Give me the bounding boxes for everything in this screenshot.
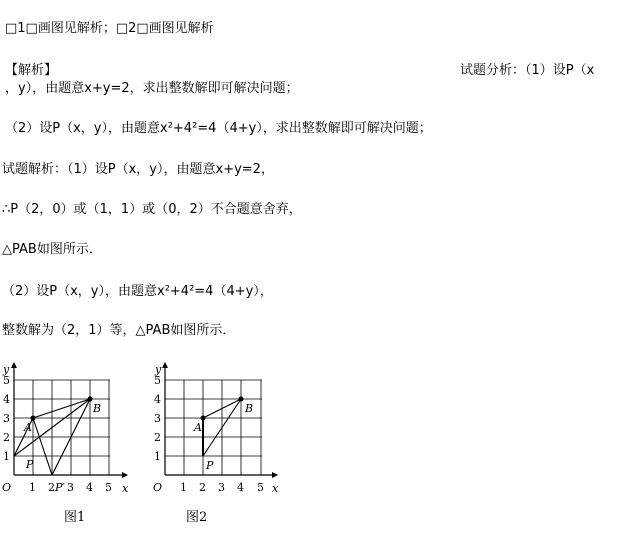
answer-line: □1□画图见解析；□2□画图见解析 xyxy=(5,21,214,36)
analysis-intro: 试题分析：（1）设P（x xyxy=(460,63,595,78)
fig2-origin-label: O xyxy=(153,481,163,494)
fig2-y-tick-1: 1 xyxy=(154,450,161,463)
fig1-label-b: B xyxy=(93,402,102,415)
figure-2-caption: 图2 xyxy=(186,510,208,525)
fig1-y-tick-4: 4 xyxy=(3,393,10,406)
solution-line-5: 整数解为（2，1）等，△PAB如图所示． xyxy=(2,323,236,338)
fig1-x-axis-label: x xyxy=(122,482,129,495)
fig2-y-tick-2: 2 xyxy=(154,431,161,444)
fig2-x-tick-5: 5 xyxy=(257,481,264,494)
fig1-label-p: P xyxy=(26,458,34,471)
fig2-grid xyxy=(165,380,262,475)
fig1-label-a: A xyxy=(24,421,32,434)
fig1-x-tick-1: 1 xyxy=(29,481,36,494)
analysis-part2: （2）设P（x，y），由题意x²+4²=4（4+y），求出整数解即可解决问题； xyxy=(5,121,432,136)
figure-1-caption: 图1 xyxy=(64,510,86,525)
fig2-x-axis-label: x xyxy=(272,482,279,495)
fig2-y-tick-5: 5 xyxy=(154,374,161,387)
figure-1 xyxy=(0,360,150,500)
fig2-point-a xyxy=(201,416,206,421)
fig2-y-axis-label: y xyxy=(155,363,162,376)
fig2-x-tick-1: 1 xyxy=(180,481,187,494)
fig2-x-tick-3: 3 xyxy=(218,481,225,494)
analysis-heading: 【解析】 xyxy=(5,63,58,78)
fig2-y-arrow xyxy=(162,362,168,368)
fig1-y-tick-5: 5 xyxy=(3,374,10,387)
fig2-y-tick-3: 3 xyxy=(154,412,161,425)
fig1-y-tick-1: 1 xyxy=(3,450,10,463)
solution-line-4: （2）设P（x，y），由题意x²+4²=4（4+y）， xyxy=(2,284,273,299)
solution-line-1: 试题解析：（1）设P（x，y），由题意x+y=2， xyxy=(2,162,274,177)
fig1-origin-label: O xyxy=(2,481,12,494)
fig1-point-a xyxy=(31,416,36,421)
fig1-x-tick-2: 2 xyxy=(48,481,55,494)
fig1-y-tick-2: 2 xyxy=(3,431,10,444)
fig1-x-tick-5: 5 xyxy=(105,481,112,494)
figure-2 xyxy=(150,360,300,500)
fig1-point-b xyxy=(88,397,93,402)
fig1-label-p-prime: P′ xyxy=(55,481,65,494)
analysis-part1: ，y），由题意x+y=2，求出整数解即可解决问题； xyxy=(5,81,299,96)
fig1-x-arrow xyxy=(122,472,128,478)
fig2-label-p: P xyxy=(206,459,214,472)
fig2-point-b xyxy=(239,397,244,402)
fig1-x-tick-4: 4 xyxy=(86,481,93,494)
fig1-x-tick-3: 3 xyxy=(67,481,74,494)
solution-line-2: ∴P（2，0）或（1，1）或（0，2）不合题意舍弃， xyxy=(2,202,302,217)
fig1-y-axis-label: y xyxy=(3,363,10,376)
fig2-x-arrow xyxy=(272,472,278,478)
fig1-y-arrow xyxy=(11,362,17,368)
fig2-axes xyxy=(165,366,272,475)
fig2-y-tick-4: 4 xyxy=(154,393,161,406)
fig2-x-tick-2: 2 xyxy=(199,481,206,494)
fig2-x-tick-4: 4 xyxy=(237,481,244,494)
fig2-label-b: B xyxy=(245,402,254,415)
fig1-y-tick-3: 3 xyxy=(3,412,10,425)
solution-line-3: △PAB如图所示． xyxy=(2,242,102,257)
fig2-label-a: A xyxy=(194,421,202,434)
